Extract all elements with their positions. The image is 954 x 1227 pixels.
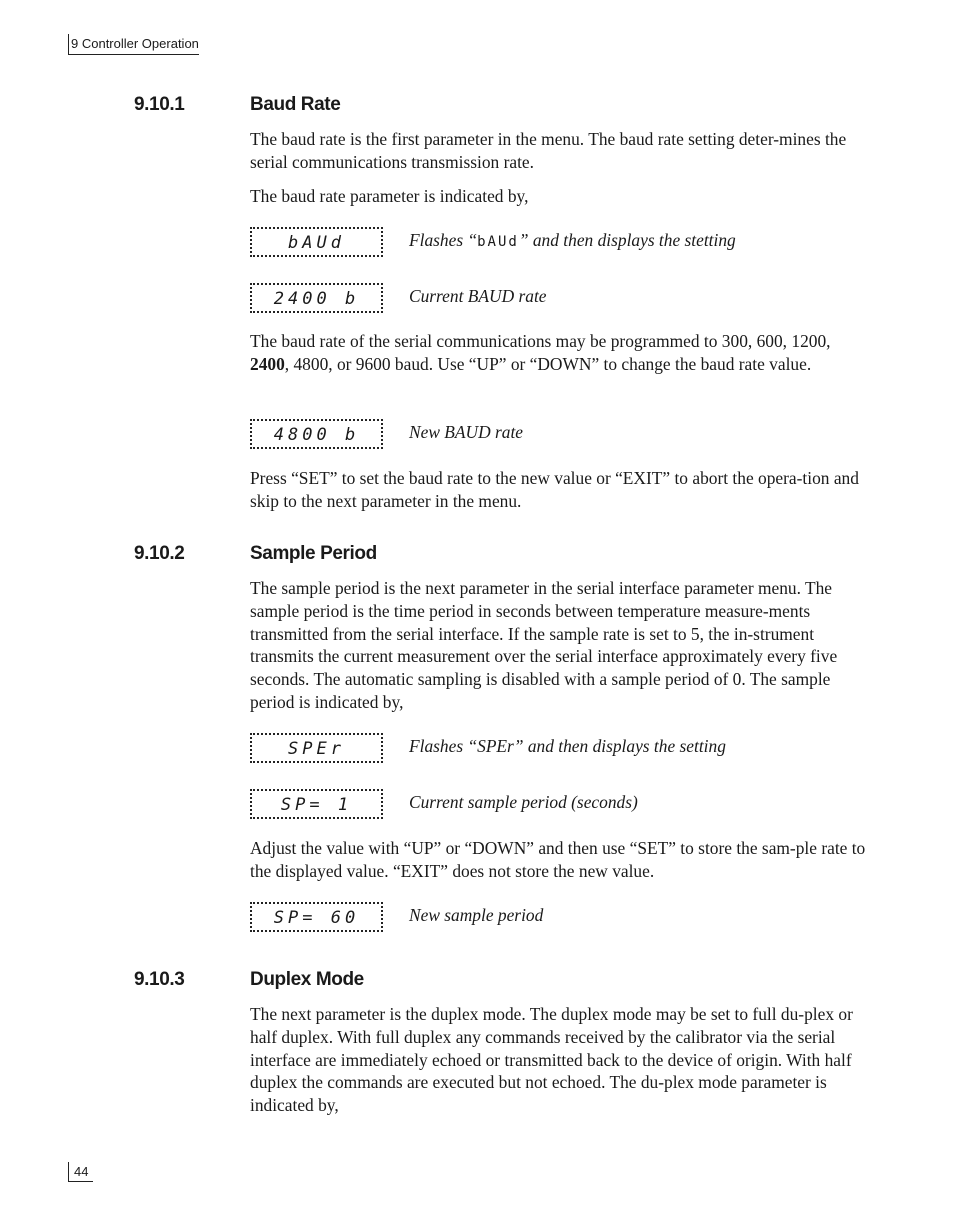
- page-number: 44: [68, 1162, 93, 1182]
- default-baud-value: 2400: [250, 353, 285, 374]
- lcd-display: SP= 1: [250, 789, 383, 819]
- section-number: 9.10.3: [134, 969, 185, 990]
- paragraph: Press “SET” to set the baud rate to the new value or “EXIT” to abort the opera-tion and skip to the next parameter in the menu.: [250, 468, 859, 511]
- lcd-display: bAUd: [250, 227, 383, 257]
- section-number: 9.10.2: [134, 543, 185, 564]
- section-title: Duplex Mode: [250, 969, 364, 990]
- lcd-display: 4800 b: [250, 419, 383, 449]
- display-caption: Flashes “SPEr” and then displays the setting: [409, 736, 726, 756]
- display-caption: New sample period: [409, 905, 544, 925]
- paragraph: Adjust the value with “UP” or “DOWN” and then use “SET” to store the sam-ple rate to the displayed value. “EXIT” does not store the new value.: [250, 838, 866, 881]
- display-caption: Current sample period (seconds): [409, 792, 638, 812]
- paragraph-text: , 4800, or 9600 baud. Use “UP” or “DOWN” to change the baud rate value.: [284, 353, 812, 374]
- display-caption: Current BAUD rate: [409, 286, 547, 306]
- section-title: Sample Period: [250, 543, 377, 564]
- paragraph-text: The baud rate of the serial communications may be programmed to 300, 600, 1200,: [250, 331, 831, 351]
- caption-text: ” and then displays the stetting: [518, 230, 736, 250]
- lcd-display: SP= 60: [250, 902, 383, 932]
- paragraph: The sample period is the next parameter in the serial interface parameter menu. The sample period is the time period in seconds between temperature measure-ments transmitted from the serial interface. If the sample rate is set to 5, the in-strument transmits the current measurement over the serial interface approximately every five seconds. The automatic sampling is disabled with a sample period of 0. The sample period is indicated by,: [250, 578, 838, 712]
- chapter-header: 9 Controller Operation: [68, 34, 199, 55]
- lcd-display: 2400 b: [250, 283, 383, 313]
- lcd-display: SPEr: [250, 733, 383, 763]
- section-number: 9.10.1: [134, 94, 185, 115]
- display-caption: [409, 229, 736, 253]
- display-caption: New BAUD rate: [409, 422, 523, 442]
- paragraph: The baud rate parameter is indicated by,: [250, 186, 529, 206]
- paragraph: The next parameter is the duplex mode. The duplex mode may be set to full du-plex or half duplex. With full duplex any commands received by the calibrator via the serial interface are immediately echoed or transmitted back to the device of origin. With half duplex the commands are executed but not echoed. The du-plex mode parameter is indicated by,: [250, 1004, 853, 1116]
- paragraph: The baud rate is the first parameter in the menu. The baud rate setting deter-mines the serial communications transmission rate.: [250, 129, 847, 172]
- section-title: Baud Rate: [250, 94, 341, 115]
- paragraph: [250, 330, 870, 376]
- caption-text: Flashes “: [409, 230, 478, 250]
- caption-code: bAUd: [477, 234, 519, 250]
